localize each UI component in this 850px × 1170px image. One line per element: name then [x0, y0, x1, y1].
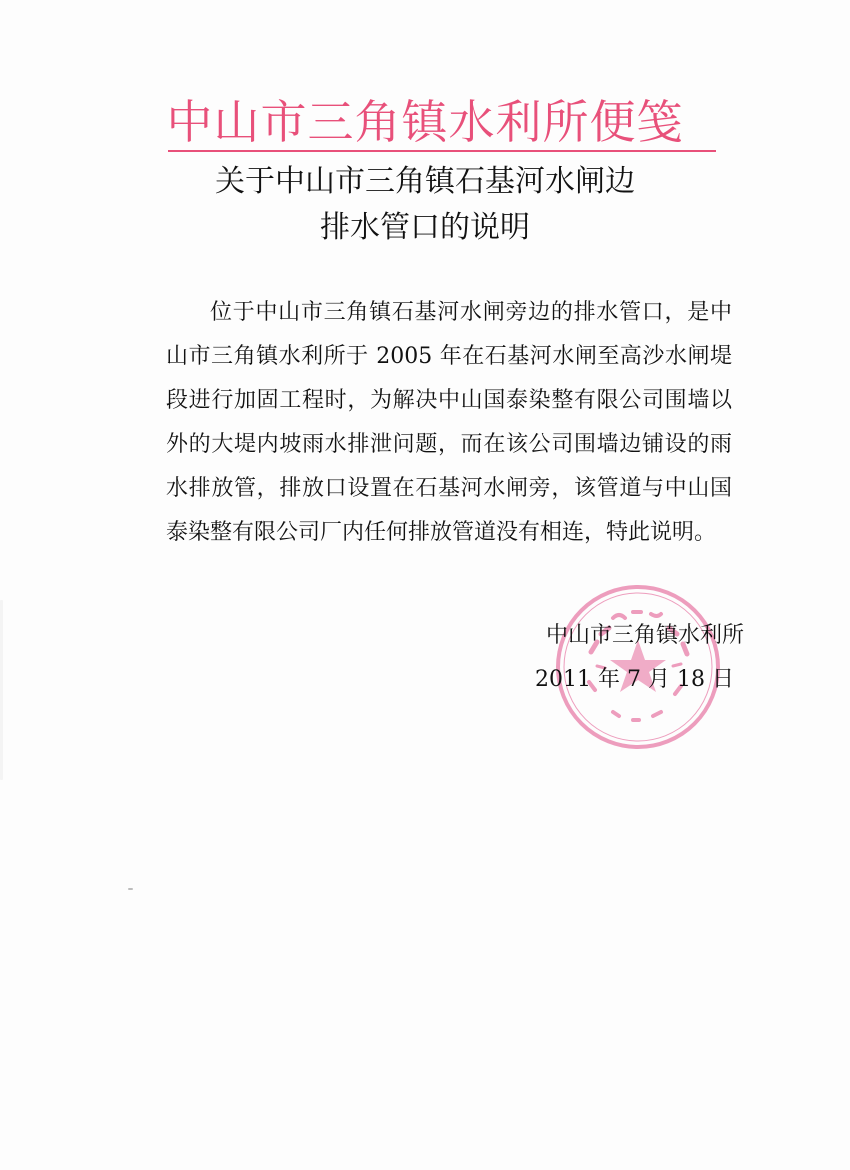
signature-organization: 中山市三角镇水利所	[545, 623, 744, 648]
document-body: 位于中山市三角镇石基河水闸旁边的排水管口，是中山市三角镇水利所于 2005 年在石基河水闸至高沙水闸堤段进行加固工程时，为解决中山国泰染整有限公司围墙以外的大堤内坡雨水排泄问题，而在该公司围墙边铺设的雨水排放管，排放口设置在石基河水闸旁，该管道与中山国泰染整有限公司厂内任何排放管道没有相连，特此说明。	[166, 300, 732, 545]
scan-speck	[0, 600, 3, 780]
letterhead	[0, 92, 850, 152]
letterhead-title: 中山市三角镇水利所便笺	[166, 95, 684, 149]
signature-date: 2011 年 7 月 18 日	[535, 667, 734, 692]
scan-speck	[128, 888, 133, 890]
letterhead-rule	[168, 150, 716, 152]
document-title-line-2: 排水管口的说明	[320, 210, 530, 245]
document-title-line-1: 关于中山市三角镇石基河水闸边	[215, 164, 635, 199]
